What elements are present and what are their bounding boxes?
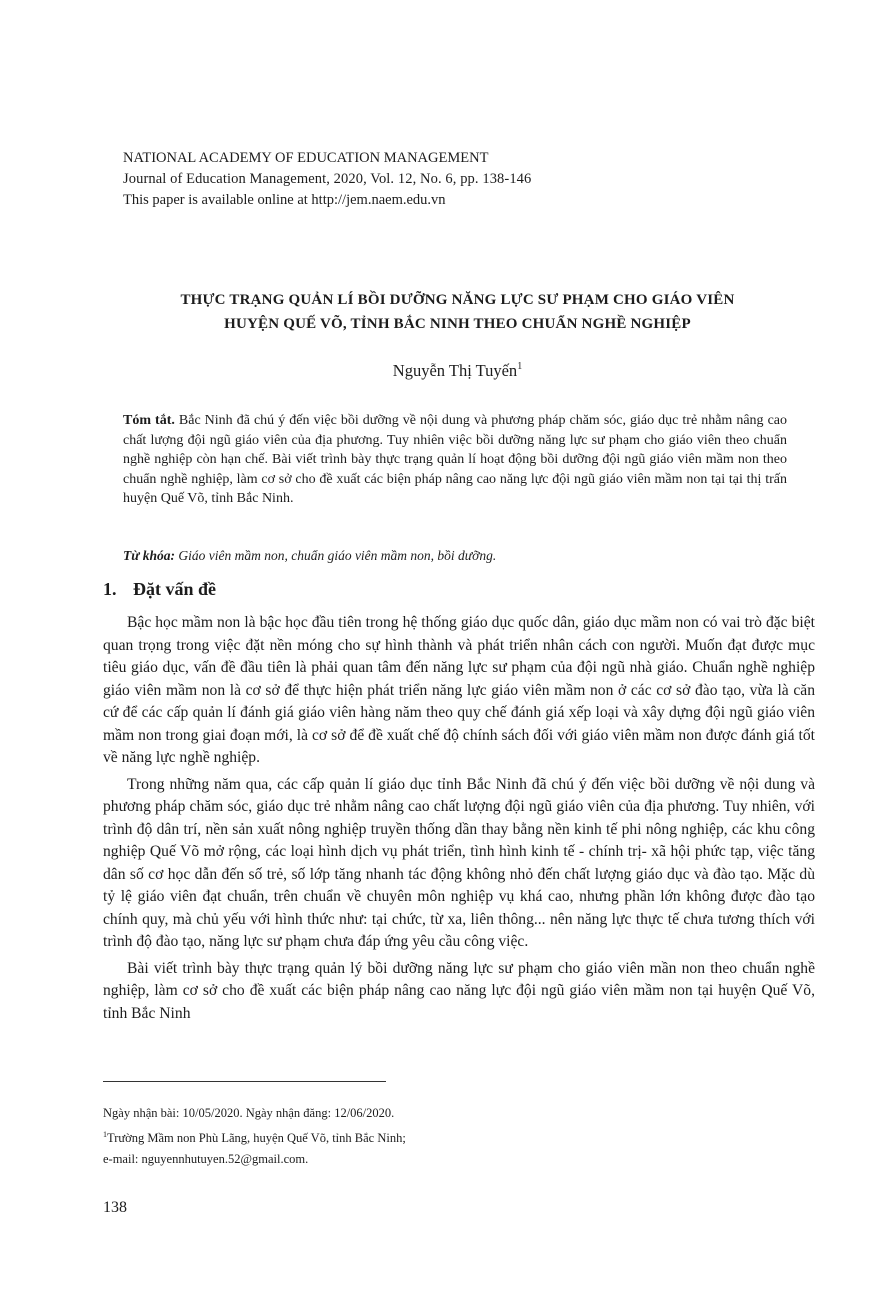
footnote-divider xyxy=(103,1081,386,1082)
page-number: 138 xyxy=(103,1199,127,1216)
title-line-2: HUYỆN QUẾ VÕ, TỈNH BẮC NINH THEO CHUẨN NGHỀ NGHIỆP xyxy=(224,316,691,332)
author-line xyxy=(100,361,815,381)
footnote-affiliation-line xyxy=(103,1124,803,1149)
footnote-dates: Ngày nhận bài: 10/05/2020. Ngày nhận đăng: 12/06/2020. xyxy=(103,1106,395,1120)
keywords xyxy=(123,548,787,564)
body-paragraph-3: Bài viết trình bày thực trạng quản lý bồi dưỡng năng lực sư phạm cho giáo viên mần non theo chuẩn nghề nghiệp, làm cơ sở cho đề xuất các biện pháp nâng cao năng lực đội ngũ giáo viên mầm non tại huyện Quế Võ, tỉnh Bắc Ninh xyxy=(103,959,815,1022)
author-affiliation-marker: 1 xyxy=(517,361,523,372)
section-number: 1. xyxy=(103,579,117,599)
abstract-label: Tóm tắt. xyxy=(123,413,175,428)
footnotes xyxy=(103,1103,803,1170)
author-name: Nguyễn Thị Tuyến xyxy=(392,361,518,380)
footnote-email: e-mail: nguyennhutuyen.52@gmail.com. xyxy=(103,1152,309,1166)
section-heading xyxy=(103,579,216,600)
publisher-line: NATIONAL ACADEMY OF EDUCATION MANAGEMENT xyxy=(123,150,489,166)
abstract-text: Bắc Ninh đã chú ý đến việc bồi dưỡng về nội dung và phương pháp chăm sóc, giáo dục trẻ nhằm nâng cao chất lượng đội ngũ giáo viên của địa phương. Tuy nhiên việc bồi dưỡng năng lực sư phạm cho giáo viên theo chuẩn nghề nghiệp còn hạn chế. Bài viết trình bày thực trạng quản lí hoạt động bồi dưỡng đội ngũ giáo viên mầm non theo chuẩn nghề nghiệp, làm cơ sở cho đề xuất các biện pháp nâng cao năng lực đội ngũ giáo viên mầm non tại tại thị trấn huyện Quế Võ, tỉnh Bắc Ninh. xyxy=(123,413,787,507)
abstract xyxy=(123,411,787,509)
footnote-affiliation-marker: 1 xyxy=(103,1130,107,1139)
paper-title xyxy=(100,288,815,336)
keywords-text: Giáo viên mầm non, chuẩn giáo viên mầm non, bồi dưỡng. xyxy=(178,548,497,563)
journal-header xyxy=(123,148,683,211)
section-body xyxy=(103,612,815,1029)
section-title: Đặt vấn đề xyxy=(133,579,217,599)
body-paragraph-2: Trong những năm qua, các cấp quản lí giáo dục tỉnh Bắc Ninh đã chú ý đến việc bồi dưỡng về nội dung và phương pháp chăm sóc, giáo dục trẻ nhằm nâng cao chất lượng đội ngũ giáo viên của địa phương. Tuy nhiên, với trình độ dân trí, nền sản xuất nông nghiệp truyền thống dần thay bằng nền kinh tế phi nông nghiệp, các khu công nghiệp Quế Võ mở rộng, các loại hình dịch vụ phát triển, tình hình kinh tế - chính trị- xã hội phức tạp, việc tăng dân số cơ học dẫn đến số trẻ, số lớp tăng nhanh tác động không nhỏ đến chất lượng giáo dục và đào tạo. Mặc dù tỷ lệ giáo viên đạt chuẩn, trên chuẩn về chuyên môn nghiệp vụ khá cao, nhưng phần lớn không được đào tạo chính quy, mà chủ yếu với hình thức như: tại chức, từ xa, liên thông... nên năng lực thực tế chưa tương thích với trình độ đào tạo, năng lực sư phạm chưa đáp ứng yêu cầu công việc. xyxy=(103,775,815,950)
journal-citation-line: Journal of Education Management, 2020, Vol. 12, No. 6, pp. 138-146 xyxy=(123,171,532,187)
title-line-1: THỰC TRẠNG QUẢN LÍ BỒI DƯỠNG NĂNG LỰC SƯ PHẠM CHO GIÁO VIÊN xyxy=(180,292,735,308)
keywords-label: Từ khóa: xyxy=(123,548,175,563)
footnote-affiliation: Trường Mầm non Phù Lãng, huyện Quế Võ, tỉnh Bắc Ninh; xyxy=(107,1131,406,1145)
body-paragraph-1: Bậc học mầm non là bậc học đầu tiên trong hệ thống giáo dục quốc dân, giáo dục mầm non có vai trò đặc biệt quan trọng trong việc đặt nền móng cho sự hình thành và phát triển nhân cách con người. Muốn đạt được mục tiêu giáo dục, vấn đề đầu tiên là phải quan tâm đến năng lực sư phạm của đội ngũ nhà giáo. Chuẩn nghề nghiệp giáo viên mầm non là cơ sở để thực hiện phát triển năng lực giáo viên mầm non ở các cơ sở đào tạo, vừa là căn cứ để các cấp quản lí đánh giá giáo viên hàng năm theo quy chế đánh giá xếp loại và xây dựng đội ngũ giáo viên mầm non trong giai đoạn mới, là cơ sở để đề xuất chế độ chính sách đối với giáo viên mầm non được đánh giá tốt về năng lực nghề nghiệp. xyxy=(103,614,815,766)
online-availability-line: This paper is available online at http://jem.naem.edu.vn xyxy=(123,192,446,208)
